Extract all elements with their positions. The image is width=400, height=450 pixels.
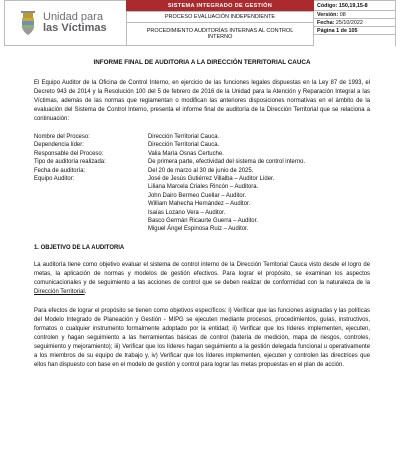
detail-value: John Dairo Bermeo Cuellar – Auditor. xyxy=(148,192,247,199)
detail-value: José de Jesús Gutiérrez Villalba – Auditor Líder. xyxy=(148,175,275,182)
detail-value: Del 20 de marzo al 30 de junio de 2025. xyxy=(148,167,254,174)
detail-row xyxy=(34,158,370,166)
version-value: 08 xyxy=(339,11,346,18)
detail-label xyxy=(34,225,148,233)
document-code: Código: 150,19,15-8 xyxy=(314,0,395,11)
detail-row xyxy=(34,150,370,158)
detail-label xyxy=(34,200,148,208)
detail-value: Valia María Osnas Certuche. xyxy=(148,150,224,157)
detail-row xyxy=(34,209,370,217)
objective-paragraph xyxy=(34,261,370,297)
logo-text xyxy=(43,12,107,34)
detail-value: De primera parte, efectividad del sistema de control interno. xyxy=(148,159,306,166)
detail-row xyxy=(34,175,370,183)
detail-label: Responsable del Proceso: xyxy=(34,150,104,157)
header-middle xyxy=(126,0,314,46)
version-label: Versión: xyxy=(317,11,339,18)
detail-value: Isaías Lozano Vera – Auditor. xyxy=(148,209,226,216)
colombia-seal-icon xyxy=(19,10,37,36)
detail-label xyxy=(34,192,148,200)
logo-line-1: Unidad para xyxy=(43,10,103,23)
detail-value: William Mahecha Hernández – Auditor. xyxy=(148,201,251,208)
date-value: 25/10/2022 xyxy=(335,19,363,26)
procedure-name: PROCEDIMIENTO AUDITORÍAS INTERNAS AL CONTROL INTERNO xyxy=(126,23,314,46)
detail-label: Fecha de auditoría: xyxy=(34,167,86,174)
detail-value: Dirección Territorial Cauca. xyxy=(148,134,220,140)
detail-label: Dependencia líder: xyxy=(34,142,84,149)
objective-text: La auditoría tiene como objetivo evaluar el sistema de control interno de la Dirección Territorial Cauca visto desde el logro de metas, la aplicación de normas y modelos de gestión efectivos. Para lograr el propósito, se examinan los aspectos comunicacionales y de seguimiento a las acciones de control que se deben realizar de conformidad con la naturaleza de la xyxy=(34,261,370,286)
page-number xyxy=(314,26,395,35)
page-number-text: Página 1 de 105 xyxy=(317,27,358,34)
detail-row xyxy=(34,141,370,149)
detail-row xyxy=(34,192,370,200)
detail-label: Equipo Auditor: xyxy=(34,175,75,182)
detail-row xyxy=(34,133,370,141)
document-title: INFORME FINAL DE AUDITORIA A LA DIRECCIÓN TERRITORIAL CAUCA xyxy=(93,59,311,66)
detail-value: Dirección Territorial Cauca. xyxy=(148,142,220,149)
intro-paragraph: El Equipo Auditor de la Oficina de Control Interno, en ejercicio de las funciones legales dispuestas en la Ley 87 de 1993, el Decreto 943 de 2014 y la Resolución 100 del 5 de febrero de 2016 de la Unidad para la Atención y Reparación Integral a las Víctimas, además de las normas que reglamentan o modifican las anteriores disposiciones normativas en el ámbito de la evaluación del Sistema de Control Interno, presenta el informe final de auditoría de la Dirección Territorial que se relaciona a continuación: xyxy=(34,80,370,122)
detail-row xyxy=(34,225,370,233)
detail-value: Basco Germán Ricaurte Guerra – Auditor. xyxy=(148,217,258,224)
detail-row xyxy=(34,217,370,225)
detail-label xyxy=(34,217,148,225)
header-right xyxy=(314,0,396,46)
detail-label: Nombre del Proceso: xyxy=(34,134,90,140)
document-header xyxy=(4,0,396,46)
detail-label: Tipo de auditoría realizada: xyxy=(34,159,106,166)
detail-row xyxy=(34,200,370,208)
specific-objectives-paragraph: Para efectos de lograr el propósito se tienen como objetivos específicos: i) Verificar que las funciones asignadas y las políticas del Modelo Integrado de Planeación y Gestión - MIPG se ejecuten mediante procesos, procedimientos, guías, instructivos, formatos o cualquier instrumento formalmente adoptado por la entidad; ii) Verificar que los líderes implementen, ejecuten, controlen y hagan seguimiento a las herramientas básicas de control (batería de medición, mapa de riesgos, controles, seguimiento y mejoramiento); iii) Verificar que los líderes hagan seguimiento a la gestión delegada funcional u operativamente a los miembros de su equipo de trabajo y, iv) Verificar que los líderes implementen, ejecuten y controlen las directrices que ellos han dispuesto con base en el modelo de gestión y control para lograr las metas propuestas en el plan de acción. xyxy=(34,307,370,368)
territorial-link[interactable]: Dirección Territorial xyxy=(34,288,85,295)
system-title: SISTEMA INTEGRADO DE GESTIÓN xyxy=(126,0,314,11)
document-body xyxy=(34,56,370,370)
logo-cell xyxy=(4,0,126,46)
process-name: PROCESO EVALUACIÓN INDEPENDIENTE xyxy=(126,11,314,23)
detail-value: Liliana Marcela Criales Rincón – Auditora. xyxy=(148,184,259,191)
detail-row xyxy=(34,183,370,191)
detail-label xyxy=(34,183,148,191)
detail-row xyxy=(34,167,370,175)
audit-details xyxy=(34,133,370,234)
section-title-objective: 1. OBJETIVO DE LA AUDITORIA xyxy=(34,244,125,251)
date-label: Fecha: xyxy=(317,19,335,26)
objective-end: . xyxy=(84,288,87,295)
logo-line-2: las Víctimas xyxy=(43,22,107,34)
detail-value: Miguel Ángel Espinosa Ruiz – Auditor. xyxy=(148,226,249,233)
detail-label xyxy=(34,209,148,217)
